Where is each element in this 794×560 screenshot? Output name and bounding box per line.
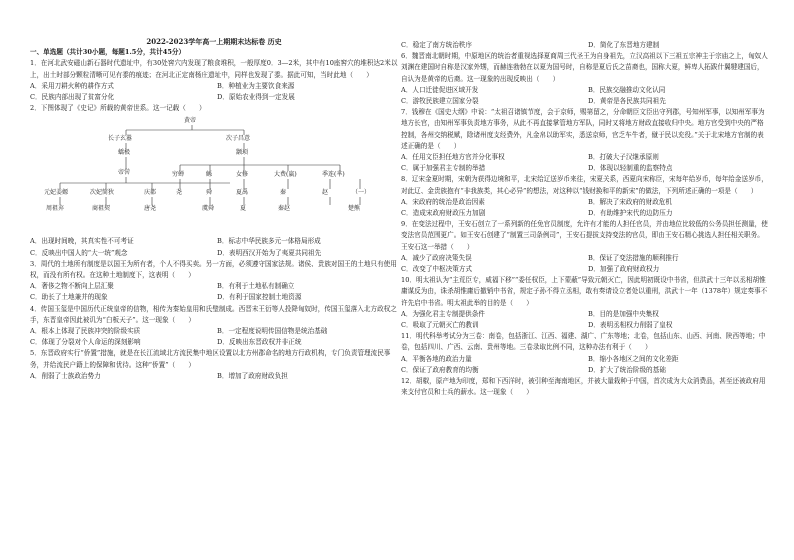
node-xia: 夏: [240, 205, 247, 213]
node-paren: （一）: [352, 189, 371, 197]
q2-option-c[interactable]: C．反映出中国人的“大一统”观念: [30, 248, 128, 257]
question-7-stem: 7．钱穆在《国史大纲》中说：“太祖召诸镇节度，会于京师，赐第留之，分命朝臣文臣出守列郡，号知州军事，以知州军事为地方长官，由知州军事负责地方事务，从此不再直接掌管地方军队，同时又将地方财政直接收归中央。地方官受到中央的严格控制，各州交纳税赋，除诸州度支经费外，凡金帛以助军实，悉送京师，官乏车牛者，僦于民以充役。”关于北宋地方官制的表述正确的是（ ）: [401, 108, 765, 150]
node-tangyao: 唐尧: [144, 205, 157, 213]
q11-option-b[interactable]: B．缩小各地区之间的文化差距: [588, 354, 679, 363]
q1-option-c[interactable]: C．民族内部出现了贫富分化: [30, 93, 115, 102]
q6-option-d[interactable]: D．黄帝是各民族共同祖先: [588, 97, 666, 106]
node-zhouzuqi: 周祖弃: [46, 205, 65, 213]
question-2-options: [30, 236, 398, 258]
node-changyi: 次子昌意: [226, 135, 251, 143]
q6-option-c[interactable]: C．游牧民族建立国家分裂: [401, 97, 479, 106]
question-8-stem: 8．辽宋金夏时期，宋朝为获得边境和平，北宋给辽送岁币来往，宋夏关系，西夏向宋称臣，宋每年给岁币，每年给金送岁币，对此辽、金贵族抱有“非我族类，其心必异”的想法，对这种以“钱财换和平的新宋”的做法，下列所述正确的一项是（ ）: [401, 175, 768, 195]
q8-option-c[interactable]: C．造成宋政府财政压力加剧: [401, 209, 486, 218]
question-6-stem: 6．魏晋南北朝时期，中原地区的统治者重视选择夏商周三代圣王为自身祖先，立汉高祖以下三祖五宗神主于宗庙之上，匈奴人刘渊在建国时自称是汉家外甥，而赫连勃勃在以夏为国号时，自称是夏后氏之苗裔也，国称大夏，鲜卑人拓跋什翼犍建国后，自认为是黄帝的后裔。这一现象的出现反映出（ ）: [401, 52, 768, 83]
question-1-options: [30, 81, 398, 103]
q1-option-b[interactable]: B．种植业为主要饮食来源: [217, 81, 295, 90]
q5-option-d[interactable]: D．简化了东晋地方建制: [588, 41, 660, 49]
question-3-stem: 3．周代的土地所有制度是以国王为所有者，个人不得买卖。另一方面，必须遵守国家法规。诸侯、贵族对国王的土地只有使用权，而没有所有权。在这种土地制度下，这表明（ ）: [30, 259, 397, 280]
q6-option-b[interactable]: B．民族交融推动文化认同: [588, 85, 666, 94]
node-jilian: 季连(芈): [322, 171, 345, 179]
node-yushun: 虞舜: [202, 205, 215, 213]
node-xiayu: 夏禹: [236, 189, 249, 197]
node-xuansun: 女修: [236, 171, 249, 179]
q2-option-a[interactable]: A．出现时间晚，其真实性不可考证: [30, 237, 134, 246]
q3-option-d[interactable]: D．有利于国家控制土地资源: [217, 293, 302, 302]
q1-option-d[interactable]: D．原始农业得到一定发展: [217, 93, 295, 102]
q5-option-a[interactable]: A．削弱了士族政治势力: [30, 371, 101, 380]
node-gun: 鲧: [206, 171, 213, 179]
q11-option-c[interactable]: C．保证了政府教育的均衡: [401, 365, 479, 374]
q3-option-b[interactable]: B．有利于土地私有制确立: [217, 282, 295, 291]
question-3-options: [30, 281, 398, 303]
question-11-stem: 11．明代科举考试分为三卷：南卷，包括浙江、江西、福建、湖广、广东等地；北卷，包括山东、山西、河南、陕西等地；中卷，包括四川、广西、云南、贵州等地。三卷录取比例不同，这种办法有利于（ ）: [401, 332, 766, 352]
node-diku: 帝喾: [118, 169, 131, 177]
question-9-stem: 9．在变法过程中，王安石创立了一系列新的任免官员制度，允许有才能的人担任官员，并由地位比较低的公务员担任测量，使变法官员范围更广。如王安石创建了“制置三司条例司”，王安石提拔支持变法的官员，即由王安石精心挑选人担任相关职务。王安石这一举措（ ）: [401, 220, 768, 251]
q8-option-b[interactable]: B．解决了宋政府的财政危机: [588, 197, 672, 206]
question-11-options: [401, 354, 769, 376]
question-10-stem: 10．明太祖认为“主荒臣专，威福下移”“委任权臣，上下蒙蔽”导致元朝灭亡，因此明初既设中书省，但洪武十三年以丞相胡惟庸谋反为由，诛杀胡惟庸后撤销中书省，规定子孙不得立丞相，敢有奏请设立者处以重刑，洪武十一年（1378年）规定奏事不许先启中书省。明太祖此举的目的是（ ）: [401, 276, 768, 307]
q10-option-a[interactable]: A．为强化君主专制提供条件: [401, 309, 485, 318]
q6-option-a[interactable]: A．人口迁徙促进区域开发: [401, 85, 479, 94]
question-5-stem: 5．东晋政府实行“侨置”措施，就是在长江流域北方流民集中地区设置以北方州郡命名的地方行政机构，专门负责管理流民事务，并给流民户籍上的保障和优待。这种“侨置”（ ）: [30, 349, 391, 369]
q9-option-c[interactable]: C．改变了中枢决策方式: [401, 265, 472, 274]
section-heading: 一、单选题（共计30小题，每题1.5分，共计45分）: [30, 48, 186, 57]
node-qin: 秦: [280, 189, 287, 197]
question-12-stem: 12．胡椒，原产地为印度，郑和下西洋时，被引种至海南地区，并被大量栽种于中国，首次成为大众消费品，甚至还被政府用来支付官员和士兵的薪水。这一现象（ ）: [401, 377, 766, 397]
q9-option-b[interactable]: B．保证了变法措施的顺利推行: [588, 253, 679, 262]
question-5-options-cont: [401, 40, 769, 51]
node-xuanxiao: 长子玄嚣: [108, 135, 133, 143]
question-5-options: [30, 371, 398, 382]
node-qinzhao: 秦赵: [278, 205, 291, 213]
node-yao: 尧: [176, 189, 183, 197]
node-chuxiong: 楚熊: [348, 205, 361, 213]
q11-option-d[interactable]: D．扩大了统治阶级的基础: [588, 365, 666, 374]
q7-option-d[interactable]: D．体现以轻制重的监察特点: [588, 164, 673, 173]
q10-option-c[interactable]: C．吸取了元朝灭亡的教训: [401, 321, 479, 330]
node-jiangyuan: 元妃姜嫄: [44, 189, 69, 197]
question-10-options: [401, 309, 769, 331]
q7-option-a[interactable]: A．任用文臣担任地方官并分化事权: [401, 153, 505, 162]
node-jiandi: 次妃简狄: [90, 189, 115, 197]
question-1-stem: 1．在河北武安磁山新石器时代遗址中，有30处窖穴内发现了粮食堆积，一般厚度0．3—2米，其中有10座窖穴的堆积达2米以上，出土时部分颗粒清晰可见有黍的痕迹；在河北正定南杨庄遗址中，同样也发现了黍。据此可知，当时此地（ ）: [30, 59, 398, 79]
question-7-options: [401, 152, 769, 174]
q10-option-b[interactable]: B．目的是加强中央集权: [588, 309, 659, 318]
right-column: [401, 0, 769, 399]
q7-option-c[interactable]: C．属于加强君主专制的举措: [401, 164, 486, 173]
q7-option-b[interactable]: B．打破大子汉继承原则: [588, 153, 659, 162]
q3-option-c[interactable]: C．助长了土地兼并的现象: [30, 293, 108, 302]
node-qingdu: 庆都: [144, 189, 157, 197]
question-8-options: [401, 197, 769, 219]
q4-option-d[interactable]: D．反映出东晋政权并非正统: [217, 338, 302, 347]
node-qiongchan: 穷蝉: [172, 171, 185, 179]
left-column: [30, 0, 398, 382]
q10-option-d[interactable]: D．表明丞相权力削弱了皇权: [588, 321, 673, 330]
q9-option-d[interactable]: D．加强了政府财政权力: [588, 265, 660, 274]
q2-option-b[interactable]: B．标志中华民族多元一体格局形成: [217, 237, 321, 246]
node-shun: 舜: [206, 189, 213, 197]
question-2-stem: 2．下图体现了《史记》所载的黄帝世系。这一记载（ ）: [30, 104, 206, 113]
q1-option-a[interactable]: A．采用刀耕火种的耕作方式: [30, 81, 114, 90]
q5-option-c[interactable]: C．稳定了南方统治秩序: [401, 41, 472, 49]
paper-title: 2022-2023学年高一上期期末达标卷 历史: [146, 37, 282, 46]
genealogy-diagram: [30, 116, 398, 234]
q8-option-a[interactable]: A．宋政府的统治是政治因素: [401, 197, 485, 206]
q3-option-a[interactable]: A．奢侈之物不断向上层汇聚: [30, 282, 114, 291]
q4-option-b[interactable]: B．一定程度说明传国信物是统治基础: [217, 327, 328, 336]
question-4-options: [30, 326, 398, 348]
q2-option-d[interactable]: D．表明西汉开始为了夷夏共同祖先: [217, 248, 322, 257]
q5-option-b[interactable]: B．增加了政府财政负担: [217, 371, 288, 380]
node-dafei: 大费(嬴): [274, 171, 297, 179]
q4-option-a[interactable]: A．根本上体现了民族冲突的阶级实质: [30, 327, 141, 336]
node-shangzuqi: 商祖契: [92, 205, 111, 213]
question-9-options: [401, 253, 769, 275]
q8-option-d[interactable]: D．有助维护宋代的边防压力: [588, 209, 673, 218]
node-jiaoji: 蟜极: [118, 149, 131, 157]
node-huangdi: 黄帝: [184, 117, 197, 125]
q9-option-a[interactable]: A．减少了政府决策失误: [401, 253, 472, 262]
node-zhuanxu: 颛顼: [236, 149, 249, 157]
q4-option-c[interactable]: C．体现了分裂对个人命运的深刻影响: [30, 338, 141, 347]
node-zhao: 赵: [322, 189, 329, 197]
question-4-stem: 4．传国玉玺是中国历代正统皇帝的信物，相传为秦始皇用和氏璧制成。西晋末王衍等人投降匈奴时，传国玉玺落入北方政权之手，东晋皇帝因此被讥为“白板天子”。这一现象（ ）: [30, 304, 397, 324]
q11-option-a[interactable]: A．平衡各地的政治力量: [401, 354, 472, 363]
question-6-options: [401, 85, 769, 107]
